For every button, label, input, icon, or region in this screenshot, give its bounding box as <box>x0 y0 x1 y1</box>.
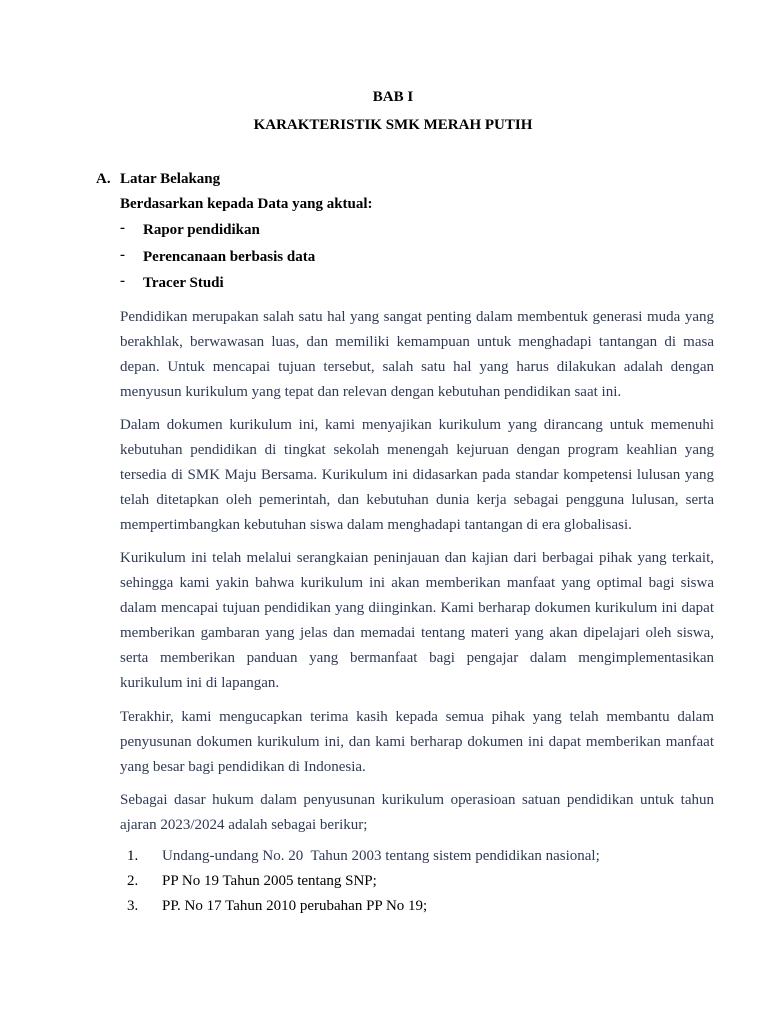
bullet-text: Perencanaan berbasis data <box>143 249 316 265</box>
list-number: 3. <box>127 898 139 914</box>
legal-basis-item <box>120 898 714 920</box>
chapter-title: KARAKTERISTIK SMK MERAH PUTIH <box>253 117 533 133</box>
data-subheading: Berdasarkan kepada Data yang aktual: <box>120 196 373 212</box>
legal-basis-item <box>120 848 714 870</box>
bullet-text: Tracer Studi <box>143 275 224 291</box>
chapter-heading: BAB I <box>372 89 414 105</box>
list-number: 1. <box>127 848 139 864</box>
paragraph: Terakhir, kami mengucapkan terima kasih kepada semua pihak yang telah membantu dalam penyusunan dokumen kurikulum ini, dan kami berharap dokumen ini dapat memberikan manfaat yang besar bagi pendidikan di Indonesia. <box>120 709 714 775</box>
bullet-item <box>120 249 520 269</box>
list-text: PP No 19 Tahun 2005 tentang SNP; <box>162 873 377 889</box>
paragraph: Pendidikan merupakan salah satu hal yang sangat penting dalam membentuk generasi muda yang berakhlak, berwawasan luas, dan memiliki kemampuan untuk menghadapi tantangan di masa depan. Untuk mencapai tujuan tersebut, salah satu hal yang harus dilakukan adalah dengan menyusun kurikulum yang tepat dan relevan dengan kebutuhan pendidikan saat ini. <box>120 309 714 400</box>
section-title: Latar Belakang <box>120 171 221 187</box>
list-number: 2. <box>127 873 139 889</box>
list-text: PP. No 17 Tahun 2010 perubahan PP No 19; <box>162 898 428 914</box>
bullet-dash: - <box>120 273 125 289</box>
bullet-text: Rapor pendidikan <box>143 222 260 238</box>
paragraph: Kurikulum ini telah melalui serangkaian peninjauan dan kajian dari berbagai pihak yang terkait, sehingga kami yakin bahwa kurikulum ini akan memberikan manfaat yang optimal bagi siswa dalam mencapai tujuan pendidikan yang diinginkan. Kami berharap dokumen kurikulum ini dapat memberikan gambaran yang jelas dan memadai tentang materi yang akan dipelajari oleh siswa, serta memberikan panduan yang bermanfaat bagi pengajar dalam mengimplementasikan kurikulum ini di lapangan. <box>120 550 714 691</box>
bullet-item <box>120 275 520 295</box>
legal-basis-item <box>120 873 714 895</box>
list-text: Undang-undang No. 20 Tahun 2003 tentang sistem pendidikan nasional; <box>162 848 600 864</box>
bullet-item <box>120 222 520 242</box>
section-marker: A. <box>96 171 111 187</box>
paragraph: Sebagai dasar hukum dalam penyusunan kurikulum operasioan satuan pendidikan untuk tahun ajaran 2023/2024 adalah sebagai berikur; <box>120 792 714 833</box>
bullet-dash: - <box>120 220 125 236</box>
paragraph: Dalam dokumen kurikulum ini, kami menyajikan kurikulum yang dirancang untuk memenuhi kebutuhan pendidikan di tingkat sekolah menengah kejuruan dengan program keahlian yang tersedia di SMK Maju Bersama. Kurikulum ini didasarkan pada standar kompetensi lulusan yang telah ditetapkan oleh pemerintah, dan kebutuhan dunia kerja sebagai pengguna lulusan, serta mempertimbangkan kebutuhan siswa dalam menghadapi tantangan di era globalisasi. <box>120 417 714 533</box>
bullet-dash: - <box>120 247 125 263</box>
